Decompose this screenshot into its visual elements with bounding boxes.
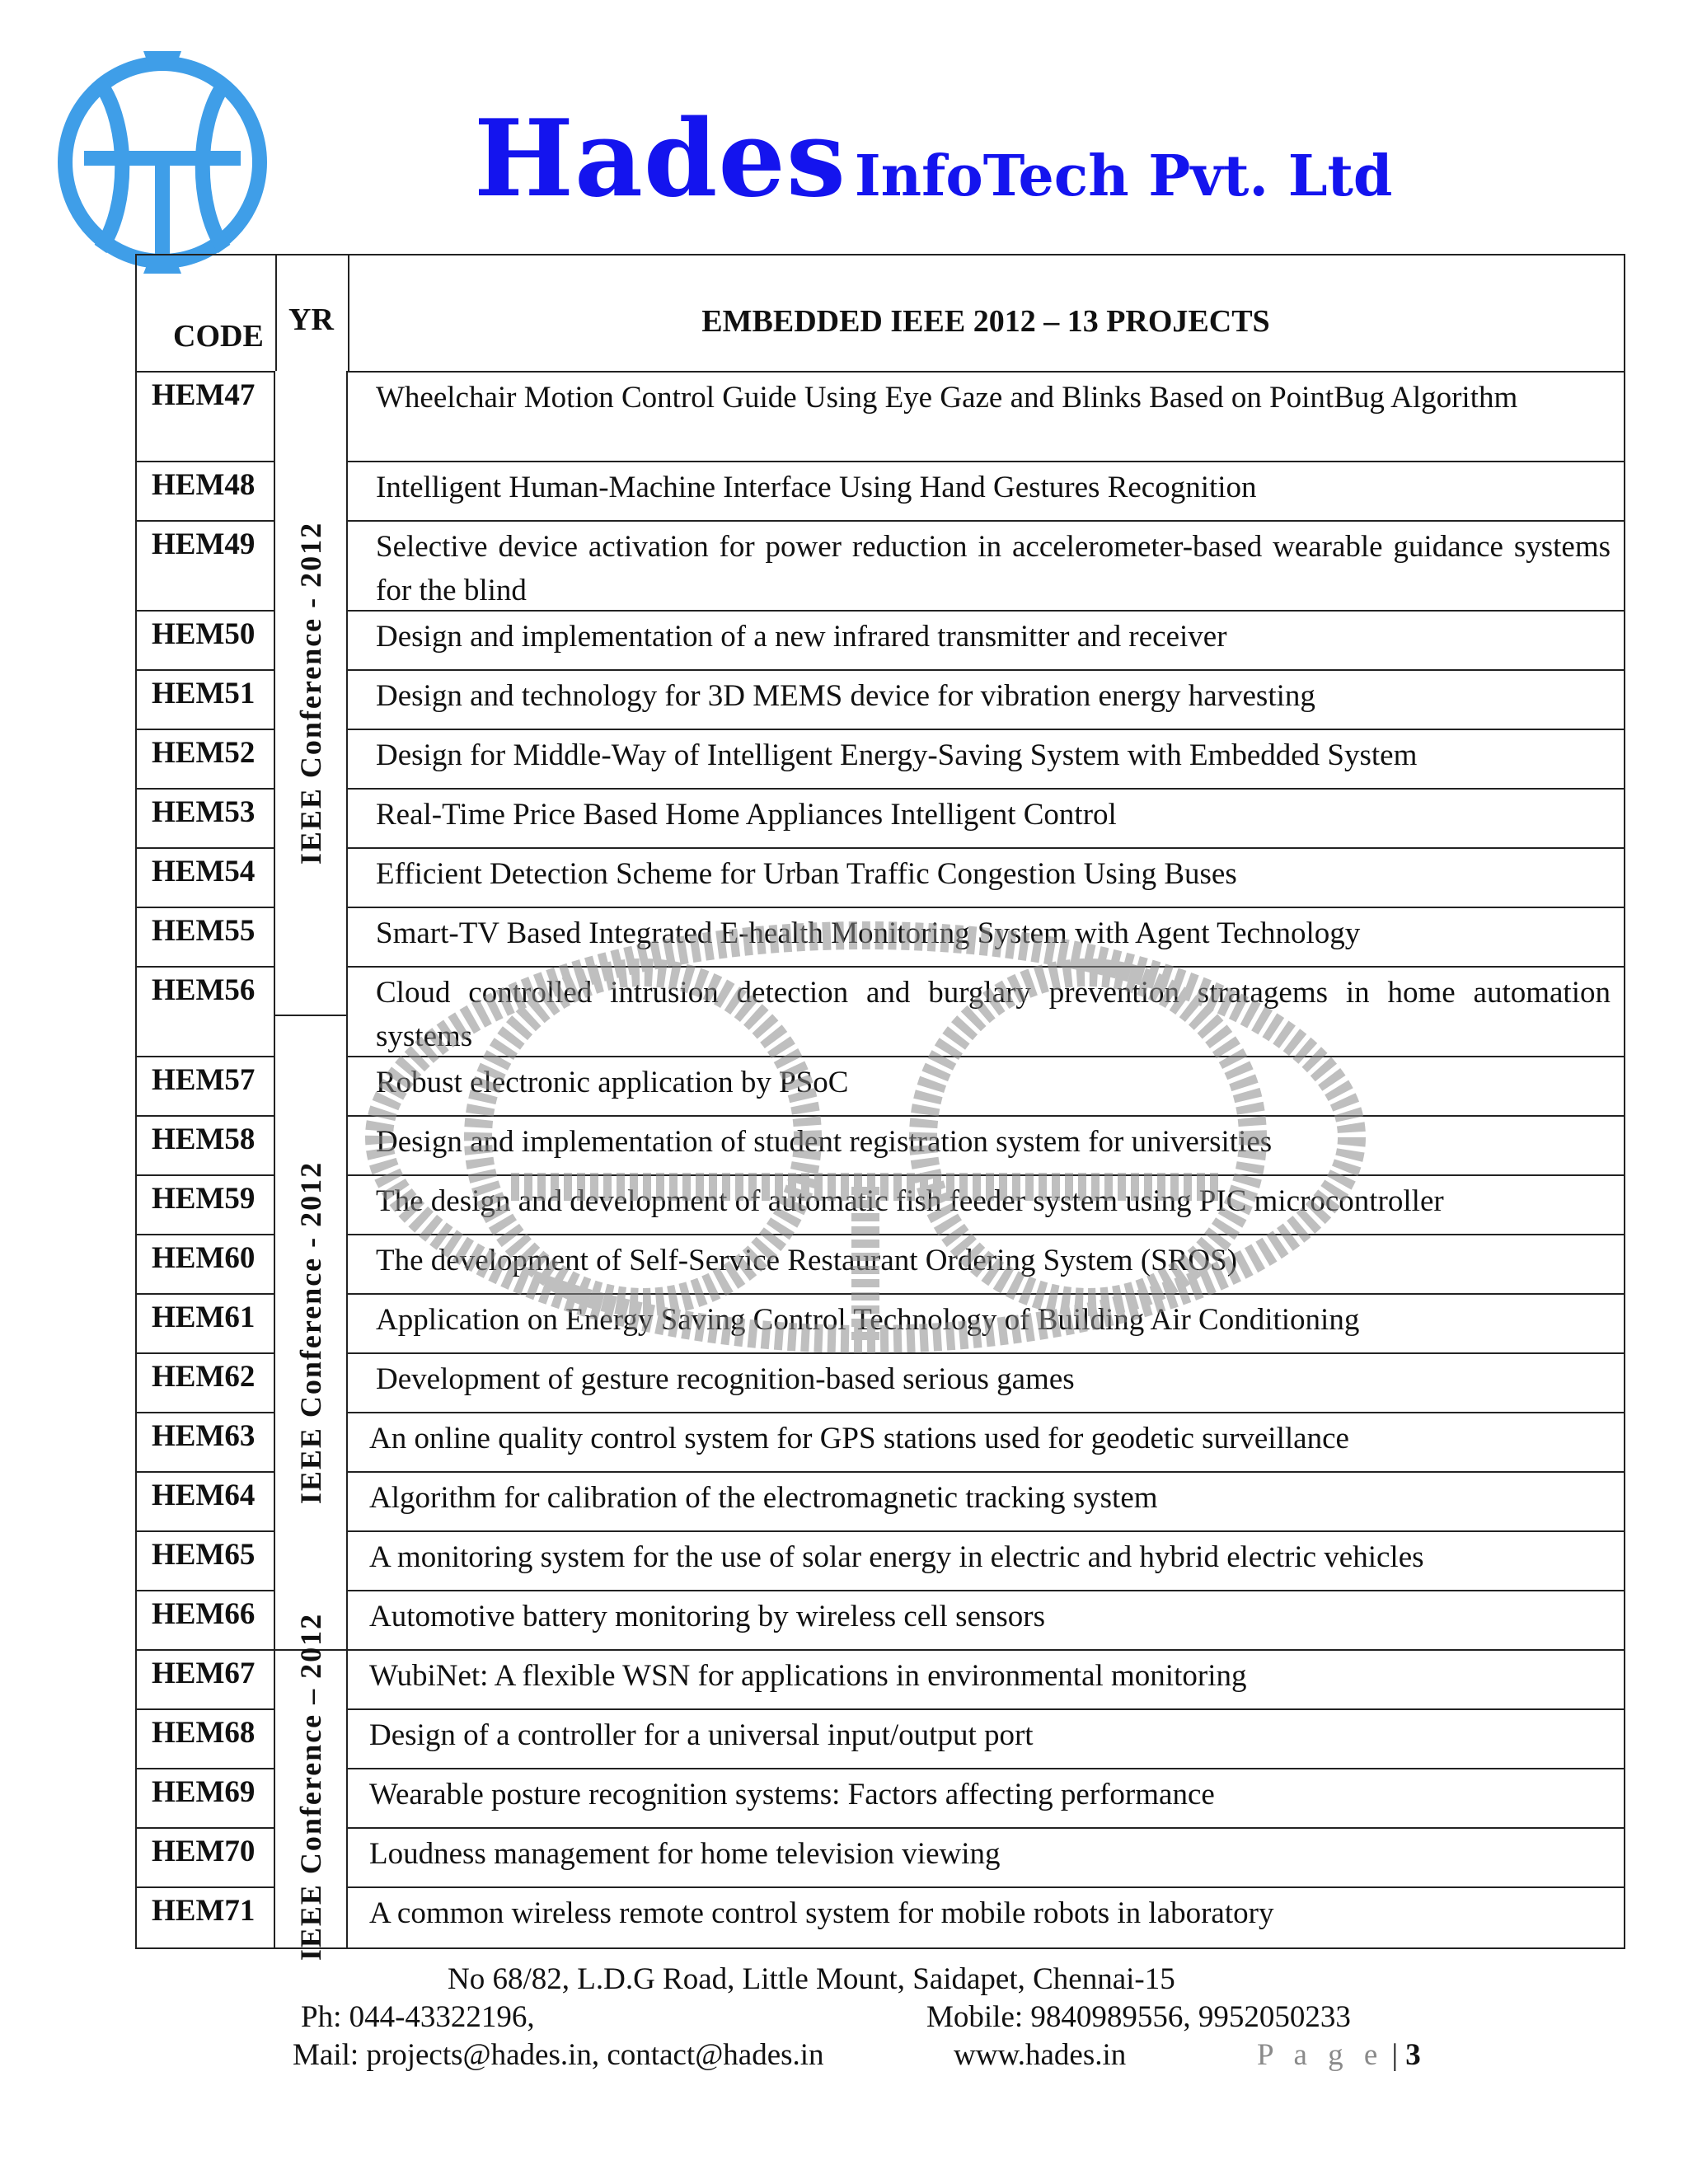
project-title: An online quality control system for GPS stations used for geodetic surveillance xyxy=(369,1422,1349,1455)
project-code: HEM64 xyxy=(137,1473,275,1530)
project-code: HEM57 xyxy=(137,1057,275,1115)
project-title: Efficient Detection Scheme for Urban Traffic Congestion Using Buses xyxy=(376,857,1237,891)
table-row xyxy=(137,1354,1624,1413)
header-code-label: CODE xyxy=(173,319,264,354)
project-title: Application on Energy Saving Control Technology of Building Air Conditioning xyxy=(376,1303,1360,1337)
project-title: Automotive battery monitoring by wireless cell sensors xyxy=(369,1600,1046,1633)
project-title: Design of a controller for a universal input/output port xyxy=(369,1718,1034,1752)
table-row xyxy=(137,968,1624,1057)
projects-table xyxy=(135,254,1625,1961)
project-title: Robust electronic application by PSoC xyxy=(376,1066,849,1099)
page-number: 3 xyxy=(1405,2038,1421,2072)
table-row xyxy=(137,1829,1624,1888)
table-row xyxy=(137,1710,1624,1769)
project-code: HEM63 xyxy=(137,1413,275,1471)
year-group-cell xyxy=(275,1612,346,1961)
table-row xyxy=(137,1235,1624,1295)
project-title: Wearable posture recognition systems: Factors affecting performance xyxy=(369,1778,1215,1811)
project-code: HEM47 xyxy=(137,373,275,461)
project-title: Design and implementation of student registration system for universities xyxy=(376,1125,1273,1159)
project-title: Design for Middle-Way of Intelligent Energy-Saving System with Embedded System xyxy=(376,738,1418,772)
year-group-label: IEEE Conference – 2012 xyxy=(294,1612,327,1961)
table-row xyxy=(137,462,1624,522)
project-code: HEM49 xyxy=(137,522,275,610)
project-code: HEM59 xyxy=(137,1176,275,1234)
project-title: The development of Self-Service Restaurant Ordering System (SROS) xyxy=(376,1244,1238,1277)
project-title: Loudness management for home television viewing xyxy=(369,1837,1001,1871)
project-title: Design and technology for 3D MEMS device for vibration energy harvesting xyxy=(376,679,1315,713)
header-title-cell xyxy=(348,255,1624,371)
project-title: Design and implementation of a new infrared transmitter and receiver xyxy=(376,620,1227,654)
project-code: HEM66 xyxy=(137,1591,275,1649)
table-row xyxy=(137,1295,1624,1354)
project-code: HEM54 xyxy=(137,849,275,907)
table-row xyxy=(137,612,1624,671)
project-title: Wheelchair Motion Control Guide Using Eye Gaze and Blinks Based on PointBug Algorithm xyxy=(376,381,1518,415)
project-title: Smart-TV Based Integrated E-health Monitoring System with Agent Technology xyxy=(376,916,1361,950)
table-row xyxy=(137,1176,1624,1235)
table-row xyxy=(137,522,1624,612)
company-name xyxy=(474,97,1392,221)
project-title: Algorithm for calibration of the electromagnetic tracking system xyxy=(369,1481,1158,1515)
project-title: Selective device activation for power reduction in accelerometer-based wearable guidance systems for the blind xyxy=(376,530,1611,607)
footer-phone: Ph: 044-43322196, xyxy=(301,2000,535,2034)
header-code-cell xyxy=(137,255,277,371)
table-row xyxy=(137,671,1624,730)
project-code: HEM53 xyxy=(137,790,275,847)
project-code: HEM71 xyxy=(137,1888,275,1947)
table-row xyxy=(137,373,1624,462)
page-label: P a g e xyxy=(1257,2038,1385,2072)
table-row xyxy=(137,1413,1624,1473)
project-title: The design and development of automatic fish feeder system using PIC microcontroller xyxy=(376,1184,1444,1218)
project-title: WubiNet: A flexible WSN for applications in environmental monitoring xyxy=(369,1659,1247,1693)
table-row xyxy=(137,790,1624,849)
project-code: HEM55 xyxy=(137,908,275,966)
project-code: HEM52 xyxy=(137,730,275,788)
project-code: HEM48 xyxy=(137,462,275,520)
table-header-row xyxy=(137,255,1624,373)
table-row xyxy=(137,1057,1624,1117)
company-name-rest: InfoTech Pvt. Ltd xyxy=(854,143,1393,209)
project-code: HEM68 xyxy=(137,1710,275,1768)
project-code: HEM58 xyxy=(137,1117,275,1174)
project-code: HEM67 xyxy=(137,1651,275,1708)
table-row xyxy=(137,849,1624,908)
year-group-cell xyxy=(275,1016,346,1651)
table-row xyxy=(137,908,1624,968)
table-row xyxy=(137,1888,1624,1947)
footer-address: No 68/82, L.D.G Road, Little Mount, Saidapet, Chennai-15 xyxy=(448,1962,1175,1996)
header-title-label: EMBEDDED IEEE 2012 – 13 PROJECTS xyxy=(701,304,1270,339)
year-group-label: IEEE Conference - 2012 xyxy=(294,521,327,865)
table-row xyxy=(137,1591,1624,1651)
table-row xyxy=(137,1473,1624,1532)
project-title: Intelligent Human-Machine Interface Using Hand Gestures Recognition xyxy=(376,471,1257,504)
project-code: HEM50 xyxy=(137,612,275,669)
table-row xyxy=(137,1769,1624,1829)
year-group-label: IEEE Conference - 2012 xyxy=(294,1160,327,1505)
table-row xyxy=(137,1532,1624,1591)
year-group-cell xyxy=(275,371,346,1016)
project-title: A common wireless remote control system for mobile robots in laboratory xyxy=(369,1896,1274,1930)
project-code: HEM51 xyxy=(137,671,275,729)
project-code: HEM69 xyxy=(137,1769,275,1827)
header-yr-cell xyxy=(275,255,349,371)
page-number-block xyxy=(1257,2037,1421,2073)
footer-website[interactable]: www.hades.in xyxy=(954,2038,1127,2072)
table-row xyxy=(137,1117,1624,1176)
project-code: HEM60 xyxy=(137,1235,275,1293)
project-title: A monitoring system for the use of solar energy in electric and hybrid electric vehicles xyxy=(369,1540,1424,1574)
header-yr-label: YR xyxy=(288,302,334,337)
company-logo xyxy=(51,51,290,282)
project-title: Cloud controlled intrusion detection and burglary prevention stratagems in home automation systems xyxy=(376,976,1611,1053)
table-row xyxy=(137,730,1624,790)
project-title: Real-Time Price Based Home Appliances Intelligent Control xyxy=(376,798,1117,832)
table-row xyxy=(137,1651,1624,1710)
page-separator: | xyxy=(1391,2038,1398,2072)
footer-mail[interactable]: Mail: projects@hades.in, contact@hades.in xyxy=(293,2038,824,2072)
project-title: Development of gesture recognition-based serious games xyxy=(376,1362,1075,1396)
company-name-main: Hades xyxy=(474,97,846,221)
project-code: HEM56 xyxy=(137,968,275,1056)
project-code: HEM65 xyxy=(137,1532,275,1590)
project-code: HEM62 xyxy=(137,1354,275,1412)
project-code: HEM70 xyxy=(137,1829,275,1886)
project-code: HEM61 xyxy=(137,1295,275,1352)
footer-mobile: Mobile: 9840989556, 9952050233 xyxy=(926,2000,1351,2034)
